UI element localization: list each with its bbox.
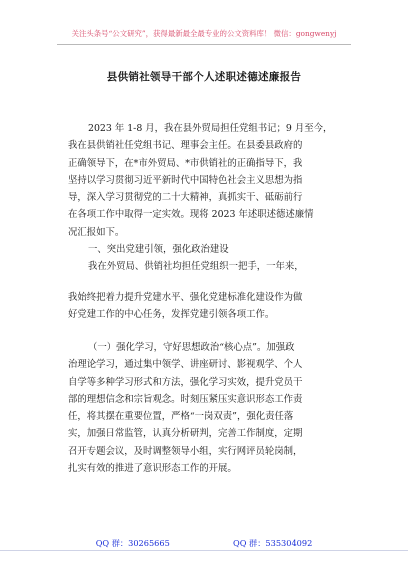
subsection-line: （一）强化学习，守好思想政治“核心点”。加强政 — [88, 342, 295, 353]
body-text-block-3 — [68, 339, 348, 477]
body-text-block-2 — [68, 289, 348, 324]
body-line: 坚持以学习贯彻习近平新时代中国特色社会主义思想为指 — [68, 174, 303, 186]
body-line: 我始终把着力提升党建水平、强化党建标准化建设作为做 — [68, 292, 303, 303]
body-line: 导，深入学习贯彻党的二十大精神，真抓实干、砥砺前行 — [68, 192, 303, 204]
header-promo-text: 关注头条号“公文研究”，获得最新最全最专业的公文资料库！ 微信：gongwenyj — [71, 29, 337, 38]
body-line: 扎实有效的推进了意识形态工作的开展。 — [68, 463, 237, 475]
body-line: 我在外贸局、供销社均担任党组织一把手，一年来， — [88, 261, 304, 273]
body-line: 召开专题会议，及时调整领导小组，实行网评员轮岗制， — [68, 445, 303, 457]
footer-qq-group-2: QQ 群：535304092 — [233, 538, 313, 548]
body-line: 自学等多种学习形式和方法，强化学习实效，提升党员干 — [68, 376, 303, 388]
body-line: 实，加强日常监管，认真分析研判，完善工作制度，定期 — [68, 428, 303, 440]
body-line: 治理论学习，通过集中领学、讲座研讨、影视观学、个人 — [68, 359, 303, 371]
footer-qq-group-1: QQ 群：30265665 — [95, 538, 170, 548]
body-line: 我在县供销社任党组书记、理事会主任。在县委县政府的 — [68, 140, 303, 152]
body-line: 部的理想信念和宗旨观念。时刻压紧压实意识形态工作责 — [68, 393, 303, 405]
document-title: 县供销社领导干部个人述职述德述廉报告 — [106, 71, 302, 83]
header-divider — [57, 44, 351, 45]
body-line: 况汇报如下。 — [68, 226, 125, 238]
body-line: 任，将其摆在重要位置，严格“一岗双责”，强化责任落 — [68, 411, 294, 423]
body-line: 正确领导下，在*市外贸局、*市供销社的正确指导下，我 — [68, 157, 303, 169]
body-line: 好党建工作的中心任务，发挥党建引领各项工作。 — [68, 309, 275, 321]
body-line: 2023 年 1-8 月，我在县外贸局担任党组书记；9 月至今， — [88, 123, 333, 134]
header-promo-banner — [0, 29, 408, 39]
body-text-block-1 — [68, 120, 348, 276]
body-line: 在各项工作中取得一定实效。现将 2023 年述职述德述廉情 — [68, 209, 314, 221]
footer-divider — [0, 550, 408, 551]
section-heading: 一、突出党建引领，强化政治建设 — [88, 244, 229, 256]
footer-contact — [0, 538, 408, 549]
